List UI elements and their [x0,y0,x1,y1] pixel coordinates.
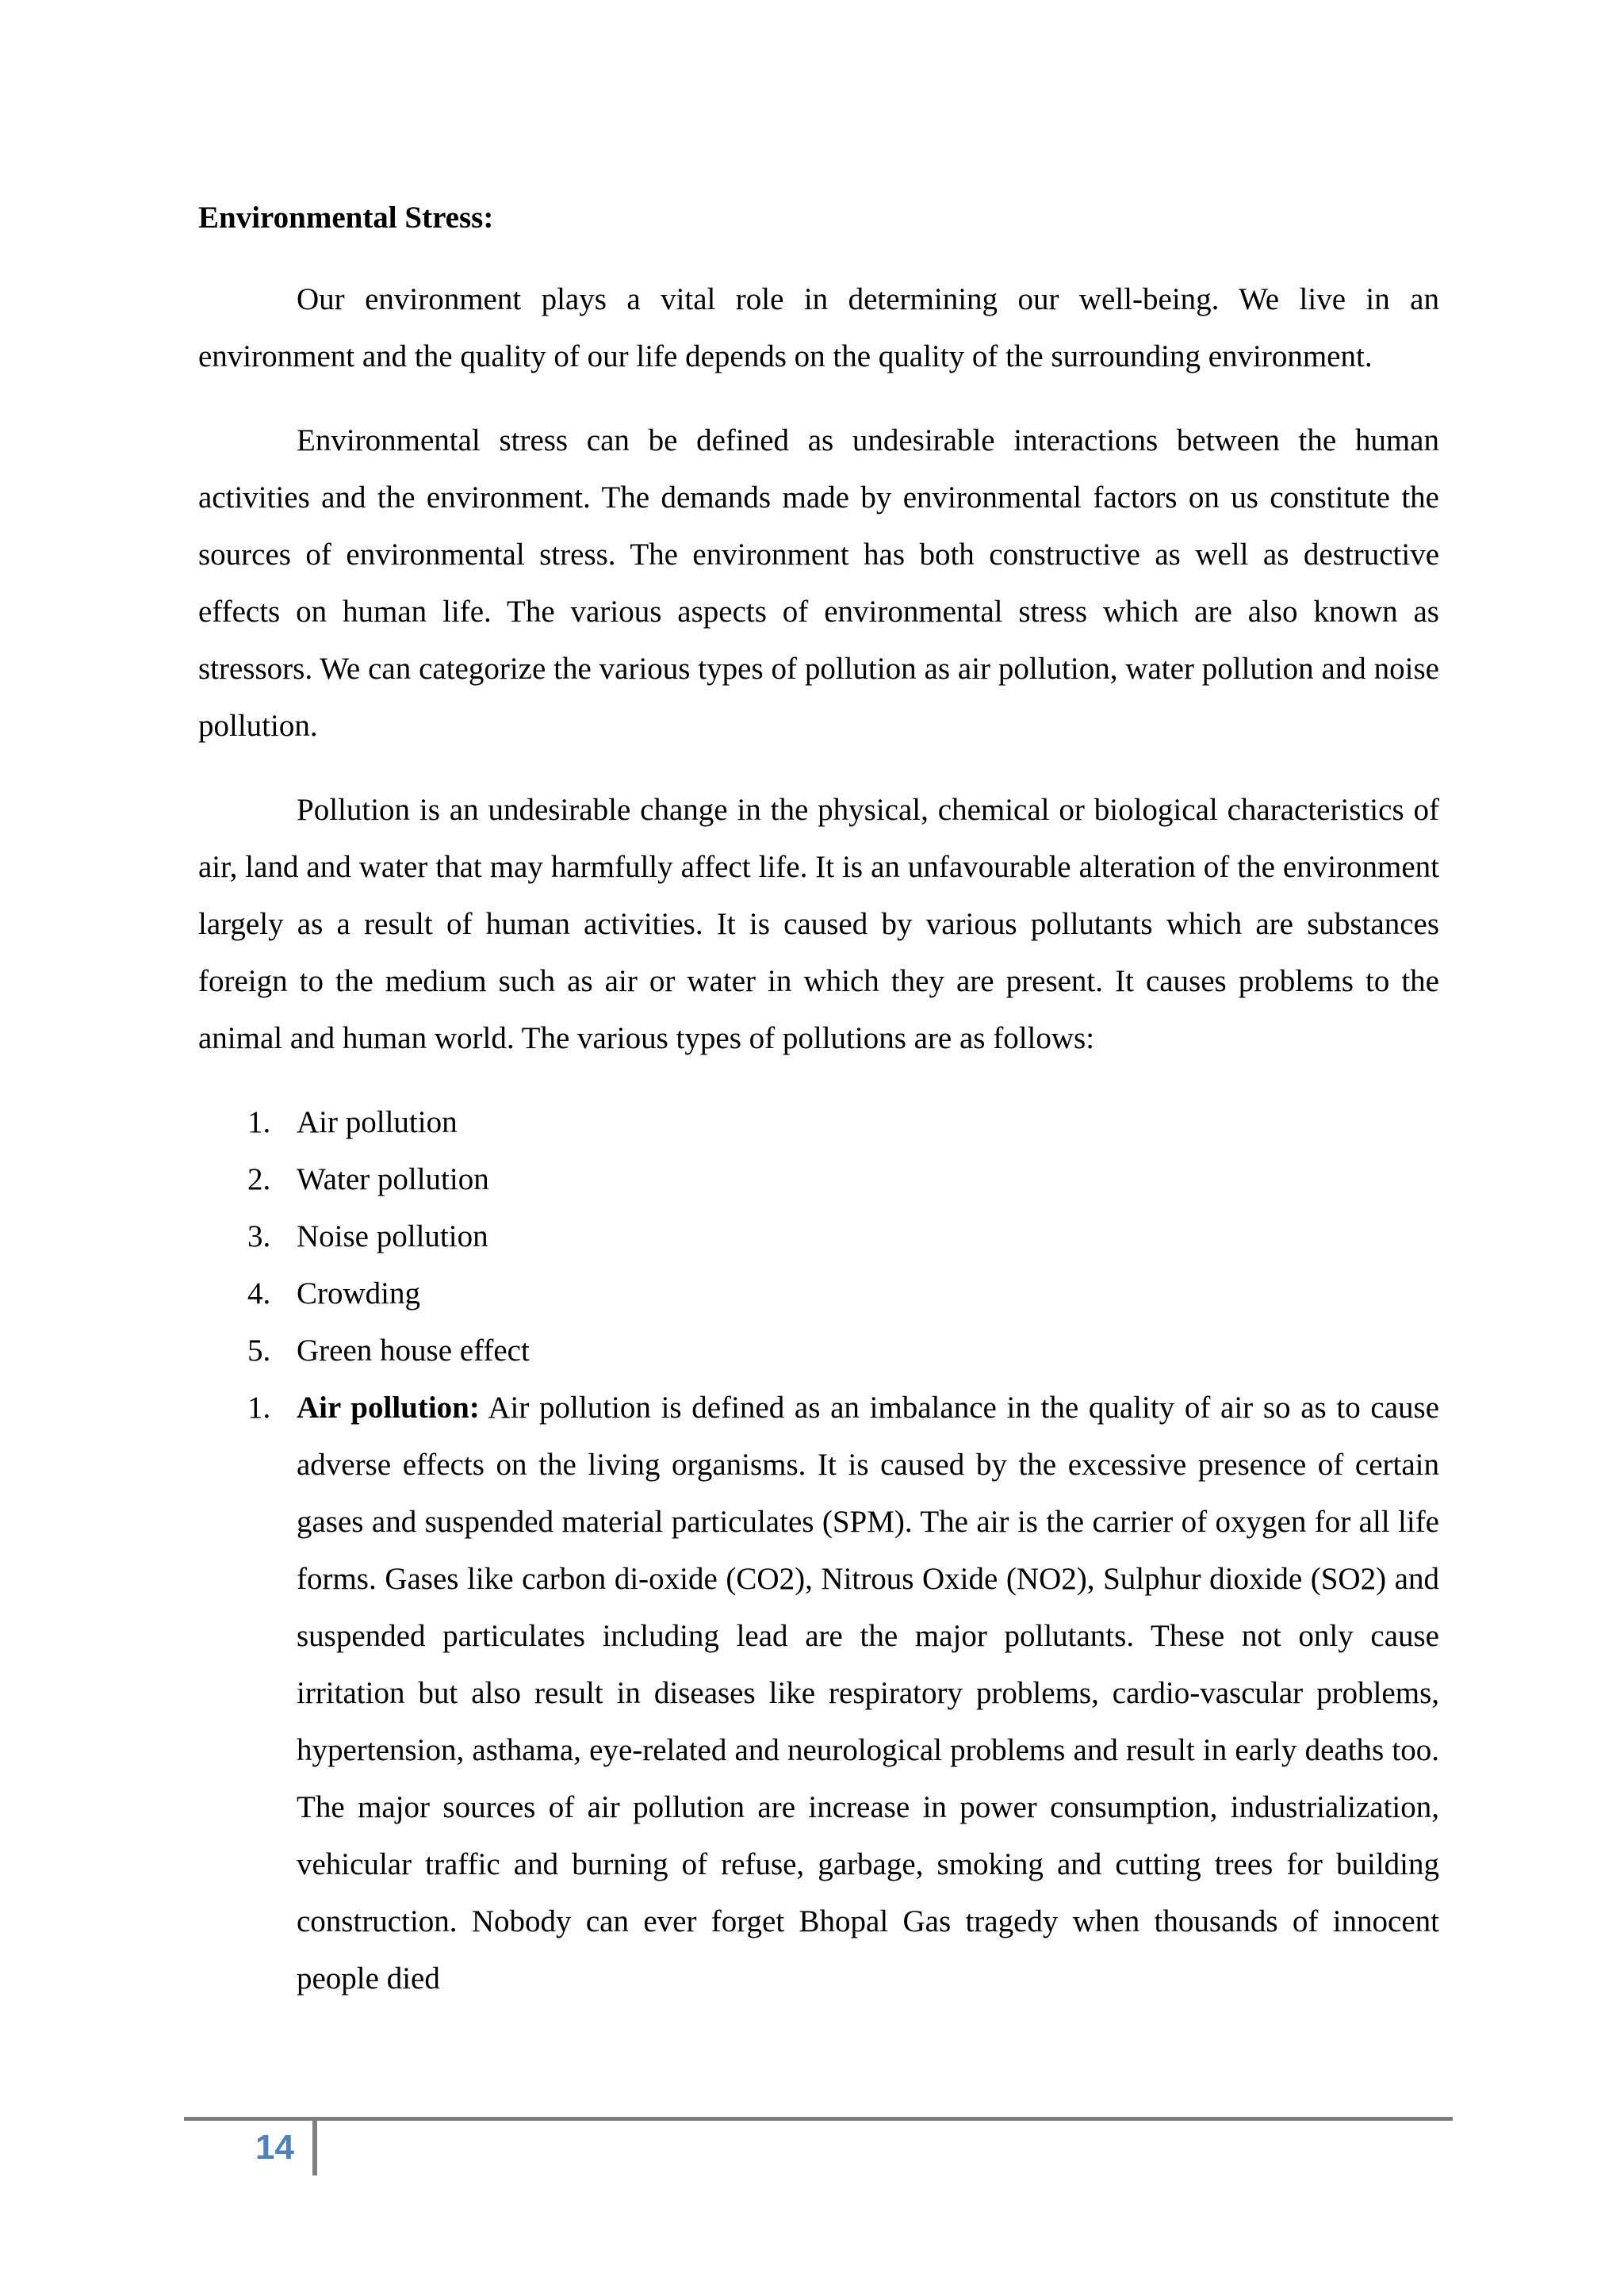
list-label: Water pollution [297,1162,489,1196]
list-item [198,1265,1439,1322]
list-number: 3. [247,1219,271,1253]
footer-rule [184,2117,1453,2121]
list-number: 2. [247,1162,271,1196]
list-number: 5. [247,1334,271,1368]
list-item [198,1094,1439,1151]
air-pollution-text: Air pollution is defined as an imbalance in the quality of air so as to cause adverse effects on the living organisms. It is caused by the excessive presence of certain gases and suspended material particulates (SPM). The air is the carrier of oxygen for all life forms. Gases like carbon di-oxide (CO2), Nitrous Oxide (NO2), Sulphur dioxide (SO2) and suspended particulates including lead are the major pollutants. These not only cause irritation but also result in diseases like respiratory problems, cardio-vascular problems, hypertension, asthama, eye-related and neurological problems and result in early deaths too. The major sources of air pollution are increase in power consumption, industrialization, vehicular traffic and burning of refuse, garbage, smoking and cutting trees for building construction. Nobody can ever forget Bhopal Gas tragedy when thousands of innocent people died [297,1391,1440,1996]
section-heading: Environmental Stress: [198,201,494,235]
page-body [198,198,1439,2007]
list-label: Green house effect [297,1334,530,1368]
paragraph-definition: Environmental stress can be defined as undesirable interactions between the human activities and the environment. The demands made by environmental factors on us constitute the sources of environmental stress. The environment has both constructive as well as destructive effects on human life. The various aspects of environmental stress which are also known as stressors. We can categorize the various types of pollution as air pollution, water pollution and noise pollution. [198,423,1439,743]
page-number-divider [312,2118,317,2175]
list-number: 4. [247,1276,271,1311]
air-pollution-title: Air pollution: [297,1391,480,1425]
list-label: Noise pollution [297,1219,488,1253]
list-item [198,1322,1439,1380]
paragraph-intro: Our environment plays a vital role in determining our well-being. We live in an environment and the quality of our life depends on the quality of the surrounding environment. [198,282,1439,373]
list-label: Crowding [297,1276,420,1311]
page-number: 14 [255,2128,294,2167]
list-item [198,1151,1439,1208]
list-label: Air pollution [297,1105,458,1139]
paragraph-pollution: Pollution is an undesirable change in the physical, chemical or biological characteristics of air, land and water that may harmfully affect life. It is an unfavourable alteration of the environment largely as a result of human activities. It is caused by various pollutants which are substances foreign to the medium such as air or water in which they are present. It causes problems to the animal and human world. The various types of pollutions are as follows: [198,793,1439,1055]
air-pollution-section [198,1380,1439,2007]
list-number: 1. [247,1391,271,1425]
list-item [198,1208,1439,1265]
pollution-types-list [198,1094,1439,1380]
list-number: 1. [247,1105,271,1139]
